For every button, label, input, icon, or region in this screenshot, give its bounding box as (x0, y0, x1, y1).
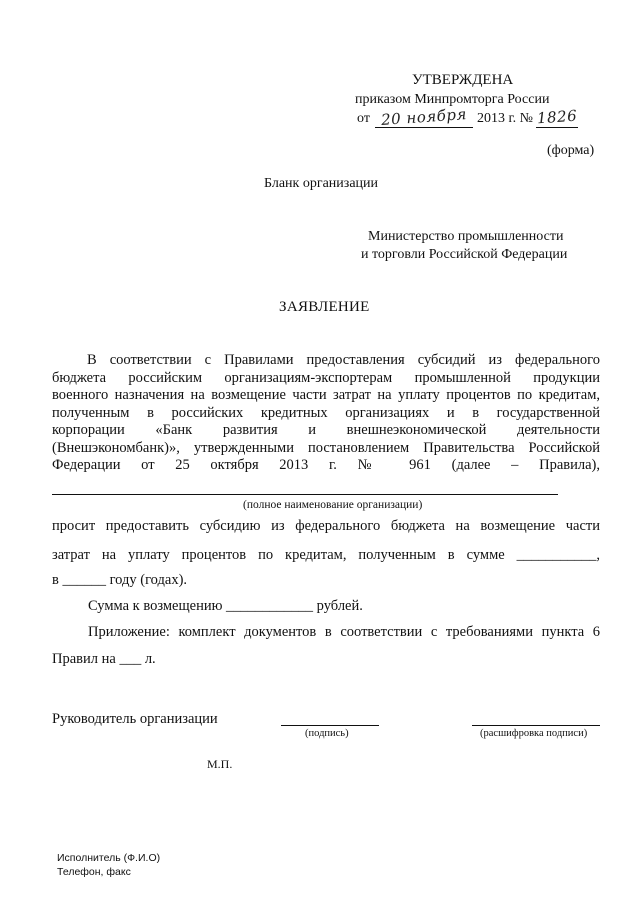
signature-caption: (подпись) (305, 728, 349, 739)
number-handwritten-field (536, 108, 578, 128)
stamp-placeholder: М.П. (207, 757, 233, 771)
amount-line: Сумма к возмещению ____________ рублей. (88, 598, 363, 614)
attachment-line-2: Правил на ___ л. (52, 651, 156, 667)
request-line-1: просит предоставить субсидию из федерального бюджета на возмещение части (52, 518, 600, 534)
signature-decode-line (472, 725, 600, 726)
year-number-label: 2013 г. № (476, 111, 533, 126)
date-prefix: от (357, 111, 370, 126)
request-line-3: в ______ году (годах). (52, 572, 188, 588)
body-line: военного назначения на возмещение части затрат на уплату процентов по кредитам, (52, 387, 600, 403)
approval-order-line: приказом Минпромторга России (355, 92, 550, 107)
body-line: В соответствии с Правилами предоставления субсидий из федерального (87, 352, 600, 368)
body-line: (Внешэкономбанк)», утвержденными постановлением Правительства Российской (52, 440, 600, 456)
body-line: полученным в российских кредитных организациях и в государственной (52, 405, 600, 421)
attachment-line-1: Приложение: комплект документов в соответствии с требованиями пункта 6 (88, 624, 600, 640)
signature-line (281, 725, 379, 726)
organization-caption: (полное наименование организации) (243, 499, 423, 511)
request-line-2: затрат на уплату процентов по кредитам, полученным в сумме ___________, (52, 547, 600, 563)
number-handwritten: 1826 (536, 106, 579, 128)
body-line: бюджета российским организациям-экспортерам промышленной продукции (52, 370, 600, 386)
approval-title: УТВЕРЖДЕНА (412, 72, 514, 88)
phone-label: Телефон, факс (57, 866, 131, 878)
page-title: ЗАЯВЛЕНИЕ (279, 299, 370, 315)
executor-label: Исполнитель (Ф.И.О) (57, 852, 161, 864)
form-label: (форма) (547, 143, 595, 158)
body-line: Федерации от 25 октября 2013 г. № 961 (далее – Правила), (52, 457, 600, 473)
recipient-line-1: Министерство промышленности (368, 229, 564, 244)
recipient-line-2: и торговли Российской Федерации (361, 247, 568, 262)
signature-decode-caption: (расшифровка подписи) (480, 728, 588, 739)
date-handwritten-field (375, 105, 473, 129)
organization-name-line (52, 494, 558, 495)
body-line: корпорации «Банк развития и внешнеэкономической деятельности (52, 422, 600, 438)
organization-blank: Бланк организации (264, 176, 379, 191)
approval-date-line (357, 105, 579, 129)
date-handwritten: 20 ноября (380, 105, 468, 129)
signature-label: Руководитель организации (52, 711, 218, 727)
